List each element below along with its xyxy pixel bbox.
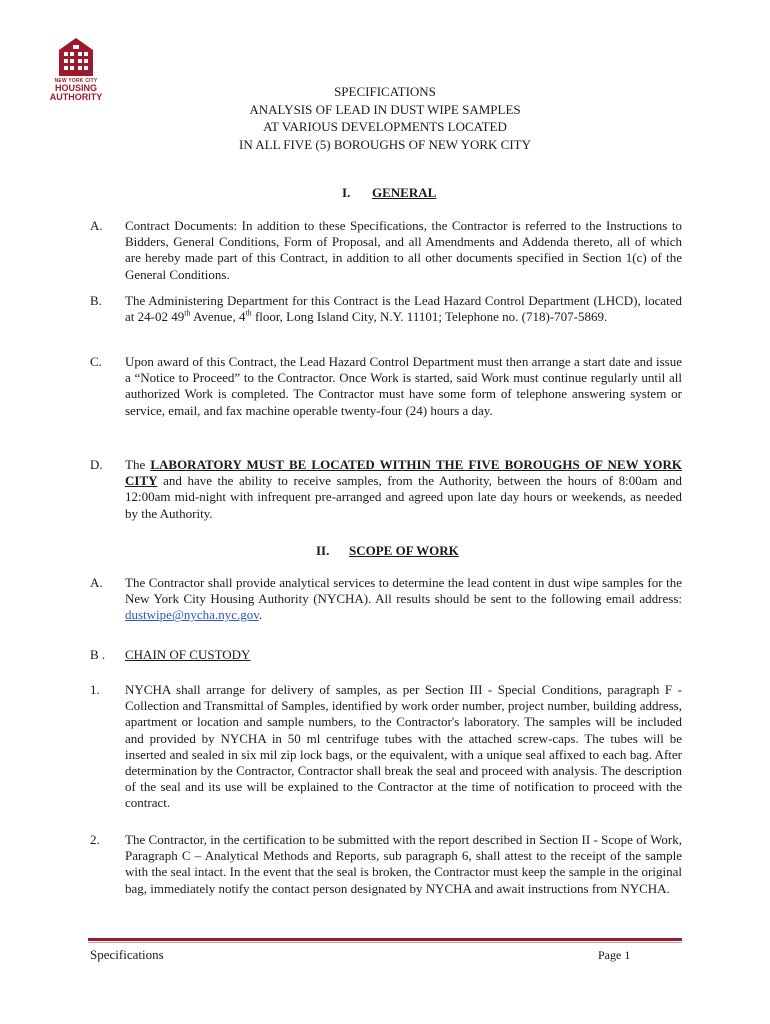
logo-line-2: HOUSING	[54, 83, 97, 93]
chain-of-custody-heading: CHAIN OF CUSTODY	[125, 647, 251, 662]
item-text	[125, 575, 682, 624]
ordinal-suffix: th	[184, 308, 191, 318]
item-text-part: floor, Long Island City, N.Y. 11101; Telephone no. (718)-707-5869.	[251, 309, 608, 325]
item-label: B.	[90, 293, 102, 308]
footer-rule-thin	[88, 942, 682, 943]
section-1-item-a	[90, 218, 682, 283]
item-text-part: The Contractor shall provide analytical services to determine the lead content in dust wipe samples for the New York City Housing Authority (NYCHA). All results should be sent to the following email address:	[125, 575, 682, 607]
laboratory-requirement-emphasis: LABORATORY MUST BE LOCATED WITHIN THE FIVE BOROUGHS OF NEW YORK CITY	[125, 457, 682, 489]
title-line-3: AT VARIOUS DEVELOPMENTS LOCATED	[263, 119, 507, 134]
item-label: A.	[90, 575, 103, 590]
item-text: Contract Documents: In addition to these Specifications, the Contractor is referred to the Instructions to Bidders, General Conditions, Form of Proposal, and all Amendments and Addenda thereto, all of which are hereby made part of this Contract, in addition to all other documents specified in Section 1(c) of the General Conditions.	[125, 218, 682, 282]
item-label: 1.	[90, 682, 100, 697]
footer-rule	[88, 938, 682, 941]
email-link[interactable]: dustwipe@nycha.nyc.gov	[125, 607, 259, 623]
item-label: D.	[90, 457, 103, 472]
custody-item-1	[90, 682, 682, 812]
item-text: The Contractor, in the certification to be submitted with the report described in Section II - Scope of Work, Paragraph C – Analytical Methods and Reports, sub paragraph 6, shall attest to the receipt of the sample with the seal intact. In the event that the seal is broken, the Contractor must keep the sample in the original bag, immediately notify the contact person designated by NYCHA and await instructions from NYCHA.	[125, 832, 682, 896]
item-text-part: The	[125, 457, 151, 472]
section-1-title: GENERAL	[372, 185, 437, 200]
page-number: Page 1	[598, 948, 631, 962]
item-text: NYCHA shall arrange for delivery of samples, as per Section III - Special Conditions, paragraph F - Collection and Transmittal of Samples, identified by work order number, project number, building address, apartment or location and sample numbers, to the Contractor's laboratory. The samples will be included and provided by NYCHA in 50 ml centrifuge tubes with the attached screw-caps. The tubes will be inserted and sealed in six mil zip lock bags, or the equivalent, with a unique seal affixed to each bag. After determination by the Contractor, Contractor shall break the seal and proceed with analysis. The description of the seal and its use will be explained to the Contractor at the time of notification to proceed with the contract.	[125, 682, 682, 811]
logo-line-3: AUTHORITY	[49, 92, 103, 102]
section-1-item-c	[90, 354, 682, 419]
section-2-item-b	[90, 647, 682, 663]
section-1-item-b	[90, 293, 682, 325]
document-title	[0, 83, 770, 153]
item-text	[125, 457, 682, 522]
item-label: B .	[90, 647, 106, 662]
item-text-part: Avenue, 4	[190, 309, 246, 325]
item-text: Upon award of this Contract, the Lead Hazard Control Department must then arrange a start date and issue a “Notice to Proceed” to the Contractor. Once Work is started, said Work must continue regularly until all authorized Work is completed. The Contractor must have some form of telephone answering system or service, email, and fax machine operable twenty-four (24) hours a day.	[125, 354, 682, 418]
footer-document-name: Specifications	[90, 947, 164, 962]
item-label: 2.	[90, 832, 100, 847]
custody-item-2	[90, 832, 682, 897]
title-line-4: IN ALL FIVE (5) BOROUGHS OF NEW YORK CITY	[238, 136, 531, 152]
title-line-2: ANALYSIS OF LEAD IN DUST WIPE SAMPLES	[249, 101, 521, 117]
building-icon	[53, 36, 99, 76]
title-line-1: SPECIFICATIONS	[334, 84, 436, 99]
item-text-part: .	[258, 607, 263, 623]
item-label: C.	[90, 354, 102, 369]
logo-line-1: NEW YORK CITY	[54, 78, 98, 84]
section-2-number: II.	[316, 543, 330, 558]
section-2-title: SCOPE OF WORK	[349, 543, 459, 558]
ordinal-suffix: th	[245, 308, 252, 318]
section-1-item-d	[90, 457, 682, 522]
section-1-number: I.	[342, 185, 351, 200]
item-text-part: and have the ability to receive samples, from the Authority, between the hours of 8:00am and 12:00am mid-night with infrequent pre-arranged and agreed upon late day hours or weekends, as needed by the Authority.	[125, 473, 682, 521]
item-text-part: The Administering Department for this Contract is the Lead Hazard Control Department (LHCD), located at 24-02 49	[125, 293, 682, 325]
item-label: A.	[90, 218, 103, 233]
item-text	[125, 293, 682, 325]
section-2-item-a	[90, 575, 682, 624]
